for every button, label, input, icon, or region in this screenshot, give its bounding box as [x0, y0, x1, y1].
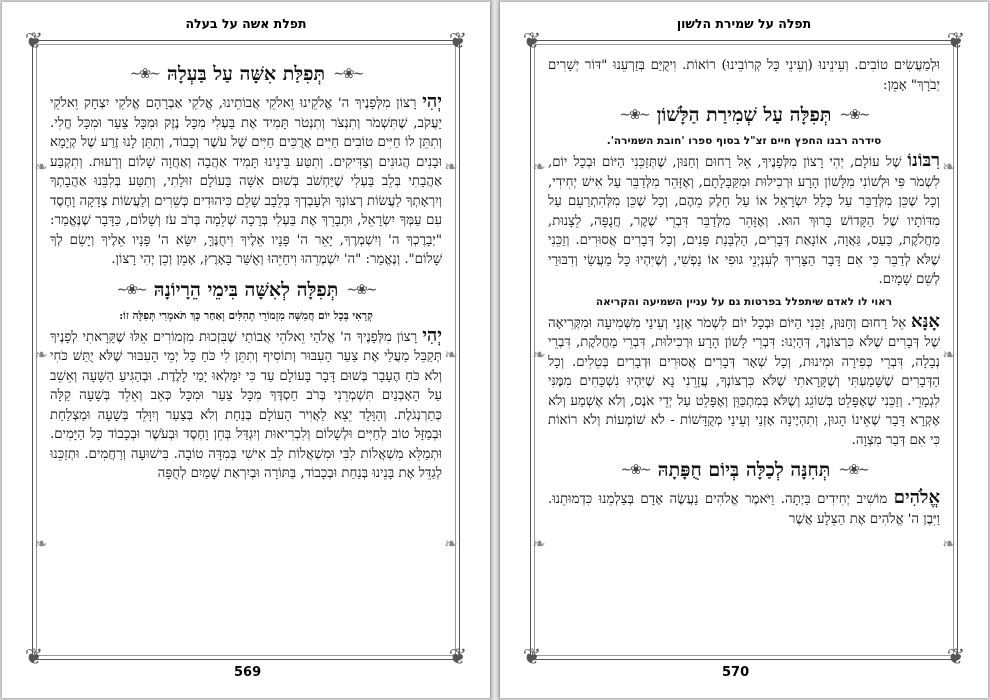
side-ornament-icon: ❧ ❧ ❧: [942, 156, 956, 554]
section-heading: ∽❀∽ תְּפִלָּה עַל שְׁמִירַת הַלָּשׁוֹן ∽❀∽: [548, 101, 940, 129]
prayer-text: מוֹשִׁיב יְחִידִים בַּיְתָה. וַיֹּאמֶר אֱלֹהִים נַעֲשֶׂה אָדָם בְּצַלְמֵנוּ כִּדְמוּתֵנוּ. וַיִּבֶן ה' אֱלֹהִים אֶת הַצֵּלָע אֲשֶׁר: [548, 492, 940, 527]
source-note: סידרה רבנו החפץ חיים זצ"ל בסוף ספרו 'חובת השמירה'.: [606, 135, 882, 147]
prayer-text: רָצוֹן מִלְּפָנֶיךָ ה' אֱלֹהַי וֵאלֹהֵי אֲבוֹתַי שֶׁבִּזְכוּת מִזְמוֹרִים אֵלּוּ שֶׁקָּרָאתִי לְפָנֶיךָ תְּקַבֵּל מַעֲלַי אֶת צַעַר הָעִבּוּר וְתוֹסִיף וְתִתֵּן לִי כֹּחַ כָּל יְמֵי הָעִבּוּר שֶׁלֹּא יֻתַּשׁ כֹּחִי וְלֹא כֹּחַ הֶעָבָר בְּשׁוּם דָּבָר בָּעוֹלָם עַד כִּי יִמָּלְאוּ יָמַי לָלֶדֶת. וּבְהַגִּיעַ הַשָּׁעָה וְאֵשֵׁב עַל הָאָבְנַיִם תִּשְׁמְרֵנִי בְּרֹב חַסְדֶּךָ מִכָּל צַעַר וּמִכָּל כְּאֵב וְאֵלֵד בְּשָׁעָה קַלָּה כְּתַרְנְגֹלֶת. וְהַוָּלָד יֵצֵא לַאֲוִיר הָעוֹלָם בְּנַחַת וְלֹא בְּצַעַר וְיִוָּלֵד בְּשָׁעָה וּמַצְלַחַת וּבְמַזָּל טוֹב לְחַיִּים וּלְשָׁלוֹם וְלִבְרִיאוּת וְיִגְדַּל בְּחֵן וָחֶסֶד וּבְעֹשֶׁר וּבְכָבוֹד כָּל הַיָּמִים. וּתְמַלֵּא מִשְׁאֲלוֹת לִבִּי וּמִשְׁאֲלוֹת לֵב אִישִׁי בְּמִדָּה טוֹבָה. בִּישׁוּעָה וְרַחֲמִים. וּתְזַכֵּנוּ לְגַדֵּל אֶת בָּנֵינוּ בְּנַחַת וּבְכָבוֹד, בַּתּוֹרָה וּבְיִרְאַת שָׁמַיִם לְחֻפָּה: [50, 329, 442, 481]
prayer-text: רָצוֹן מִלְּפָנֶיךָ ה' אֱלֹקֵינוּ וֵאלֹקֵי אֲבוֹתֵינוּ, אֱלֹקֵי אַבְרָהָם אֱלֹקֵי יִצְחָק וֵאלֹקֵי יַעֲקֹב, שֶׁתִּשְׁמֹר וְתִנְצֹר וְתִנְטֹר תָּמִיד אֶת בַּעְלִי מִכָּל נֶזֶק וּמִכָּל צַעַר וּמִכָּל חֳלִי. וְתִתֵּן לוֹ חַיִּים טוֹבִים חַיִּים אֲרֻכִּים חַיִּים שֶׁל עֹשֶׁר וְכָבוֹד, וְתִתֵּן לָנוּ זֶרַע שֶׁל קְיָמָא וּבָנִים הֲגוּנִים וְצַדִּיקִים. וְתִטַּע בֵּינֵינוּ תָּמִיד אַהֲבָה וְאַחֲוָה שָׁלוֹם וְרֵעוּת. וְתִקְבַּע אַהֲבָתִי בְּלֵב בַּעְלִי שֶׁיַּחְשֹׁב בְּשׁוּם אִשָּׁה בָּעוֹלָם זוּלָתִי, וְתִטַּע בְּלִבֵּנוּ אַהֲבָתְךָ וְיִרְאָתְךָ לַעֲשׂוֹת רְצוֹנְךָ וּלְעָבְדְךָ בְּלֵבָב שָׁלֵם כִּיהוּדִים כְּשֵׁרִים וְלַעֲשׂוֹת צְדָקָה וָחֶסֶד עִם עַמְּךָ יִשְׂרָאֵל, וּתְבָרֵךְ אֶת בַּעְלִי בְּרָכָה שְׁלֵמָה בְּרֹב עֹז וְשָׁלוֹם, כַּדָּבָר שֶׁנֶּאֱמַר: "יְבָרֶכְךָ ה' וְיִשְׁמְרֶךָ, יָאֵר ה' פָּנָיו אֵלֶיךָ וִיחֻנֶּךָּ, יִשָּׂא ה' פָּנָיו אֵלֶיךָ וְיָשֵׂם לְךָ שָׁלוֹם". וְנֶאֱמַר: "ה' יִשְׁמְרֵהוּ וִיחַיֵּהוּ וְאֻשַּׁר בָּאָרֶץ, אָמֵן וְכֵן יְהִי רָצוֹן.: [50, 96, 442, 267]
right-page: [500, 2, 988, 698]
prayer-text: שֶׁל עוֹלָם, יְהִי רָצוֹן מִלְּפָנֶיךָ, אֵל רַחוּם וְחַנּוּן, שֶׁתְּזַכֵּנִי הַיּוֹם וּבְכָל יוֹם, לִשְׁמֹר פִּי וּלְשׁוֹנִי מִלָּשׁוֹן הָרָע וּרְכִילוּת וּמִקַּבָּלָתָם, וְאֶזָּהֵר מִלְּדַבֵּר עַל אִישׁ יְחִידִי, וְכָל שֶׁכֵּן מִלְּדַבֵּר עַל כְּלַל יִשְׂרָאֵל אוֹ עַל חֵלֶק מֵהֶם, וְכָל שֶׁכֵּן מִלְּהִתְרַעֵם עַל מִדּוֹתָיו שֶׁל הַקָּדוֹשׁ בָּרוּךְ הוּא. וְאֶזָּהֵר מִלְּדַבֵּר דִּבְרֵי שֶׁקֶר, חֲנֻפָּה, לֵצָנוּת, מַחֲלֹקֶת, כַּעַס, גַּאֲוָה, אוֹנָאַת דְּבָרִים, הַלְבָּנַת פָּנִים, וְכָל דְּבָרִים אֲסוּרִים. וְזַכֵּנִי שֶׁלֹּא לְדַבֵּר כִּי אִם דָּבָר הַצָּרִיךְ לְעִנְיְנֵי גּוּפִי אוֹ נַפְשִׁי, וְשֶׁיִּהְיוּ כָּל מַעֲשַׂי וְדִבּוּרַי לְשֵׁם שָׁמָיִם.: [548, 155, 940, 287]
running-head: תפלת אשה על בעלה: [185, 16, 307, 31]
side-ornament-icon: ❧ ❧ ❧: [532, 156, 546, 554]
running-head: תפלה על שמירת הלשון: [676, 16, 812, 31]
opening-word: אֱלֹהִים: [893, 487, 940, 508]
instruction-note: קְרָאִי בְּכָל יוֹם חֲמִשָּׁה מִזְמוֹרֵי תְהִלִּים וְאַחַר כָּךְ תֹּאמְרִי תְּפִלָּה זוֹ:: [119, 309, 373, 322]
scroll-ornament-icon: ∽❀∽: [839, 107, 869, 123]
scroll-ornament-icon: ∽❀∽: [346, 281, 376, 298]
intro-paragraph: וּלְמַעֲשִׂים טוֹבִים. וְעֵינֵינוּ (וְעֵינֵי כָּל קְרוֹבֵינוּ) רוֹאוֹת. וִיקֻיַּם בְּזַרְעֵנוּ "דּוֹר יְשָׁרִים יְבֹרָךְ" אָמֵן:: [548, 58, 940, 93]
page-number: 569: [234, 665, 262, 680]
scroll-ornament-icon: ∽❀∽: [619, 107, 649, 123]
prayer-text: אֵל רַחוּם וְחַנּוּן, זַכֵּנִי הַיּוֹם וּבְכָל יוֹם לִשְׁמֹר אָזְנַי וְעֵינַי מִשְּׁמִיעָה וּמִקְּרִיאָה שֶׁל דְּבָרִים שֶׁלֹּא כִּרְצוֹנֶךָ, דְּהַיְנוּ: דִּבְרֵי לָשׁוֹן הָרָע וּרְכִילוּת, דִּבְרֵי מַחֲלֹקֶת, דִּבְרֵי נְבָלָה, דִּבְרֵי כְּפִירָה וּמִינוּת, וְכָל שְׁאָר דְּבָרִים אֲסוּרִים וּדְבָרִים בְּטֵלִים. וְכָל הַדְּבָרִים שֶׁשָּׁמַעְתִּי וְשֶׁקָּרָאתִי שֶׁלֹּא כִּרְצוֹנְךָ, עֲזָרֵנִי נָא שֶׁיִּהְיוּ נִשְׁכָּחִים מִמֶּנִּי לִגְמָרֵי. וְזַכֵּנִי שֶׁאֶפָּלֵט בְּשׁוֹגֵג וְשֶׁלֹּא בְּמִתְכַּוֵּן וְאֶפָּלֵט עַל יְדֵי אֹנֶס, וְלֹא אֶשְׁמַע וְלֹא אֶקְרָא דָּבָר שֶׁאֵינוֹ הָגוּן, וְתִהְיֶינָה אָזְנַי וְעֵינַי מְקֻדָּשׁוֹת - לֹא שׁוֹמְעוֹת וְלֹא רוֹאוֹת כִּי אִם דְּבַר מִצְוָה.: [548, 315, 940, 448]
prayer-paragraph: [548, 312, 940, 451]
left-page: [2, 2, 490, 698]
opening-word: יְהִי: [422, 91, 442, 112]
prayer-paragraph: [548, 151, 940, 290]
scroll-ornament-icon: ∽❀∽: [620, 462, 650, 478]
scroll-ornament-icon: ∽❀∽: [333, 66, 363, 82]
section-heading: ∽❀∽ תְּפִלָּה לְאִשָּׁה בִּימֵי הֵרָיוֹנָהּ ∽❀∽: [50, 276, 442, 304]
side-ornament-icon: ❧ ❧ ❧: [34, 156, 48, 554]
page-content: [548, 56, 940, 650]
scroll-ornament-icon: ∽❀∽: [116, 281, 146, 298]
corner-ornament-icon: ❦: [946, 29, 966, 54]
corner-ornament-icon: ❦: [24, 29, 44, 54]
corner-ornament-icon: ❦: [448, 645, 468, 670]
section-heading: ∽❀∽ תְּחִנָּה לְכַלָּה בְּיוֹם חֻפָּתָהּ ∽❀∽: [548, 456, 940, 484]
opening-word: אָנָּא: [911, 310, 940, 332]
page-number: 570: [722, 665, 750, 680]
corner-ornament-icon: ❦: [24, 645, 44, 670]
corner-ornament-icon: ❦: [522, 29, 542, 54]
corner-ornament-icon: ❦: [946, 645, 966, 670]
corner-ornament-icon: ❦: [522, 645, 542, 670]
instruction-note: ראוי לו לאדם שיתפלל בפרטות גם על עניין השמיעה והקריאה: [595, 295, 893, 308]
section-heading: ∽❀∽ תְּפִלַּת אִשָּׁה עַל בַּעְלָהּ ∽❀∽: [50, 60, 442, 88]
scroll-ornament-icon: ∽❀∽: [129, 66, 159, 82]
scroll-ornament-icon: ∽❀∽: [838, 462, 868, 478]
prayer-paragraph: [548, 488, 940, 529]
page-content: [50, 56, 442, 650]
prayer-paragraph: [50, 92, 442, 270]
prayer-paragraph: [50, 326, 442, 484]
book-gutter: [490, 0, 500, 700]
corner-ornament-icon: ❦: [448, 29, 468, 54]
opening-word: רִבּוֹנוֹ: [907, 150, 940, 171]
opening-word: יְהִי: [422, 324, 442, 346]
side-ornament-icon: ❧ ❧ ❧: [444, 156, 458, 554]
